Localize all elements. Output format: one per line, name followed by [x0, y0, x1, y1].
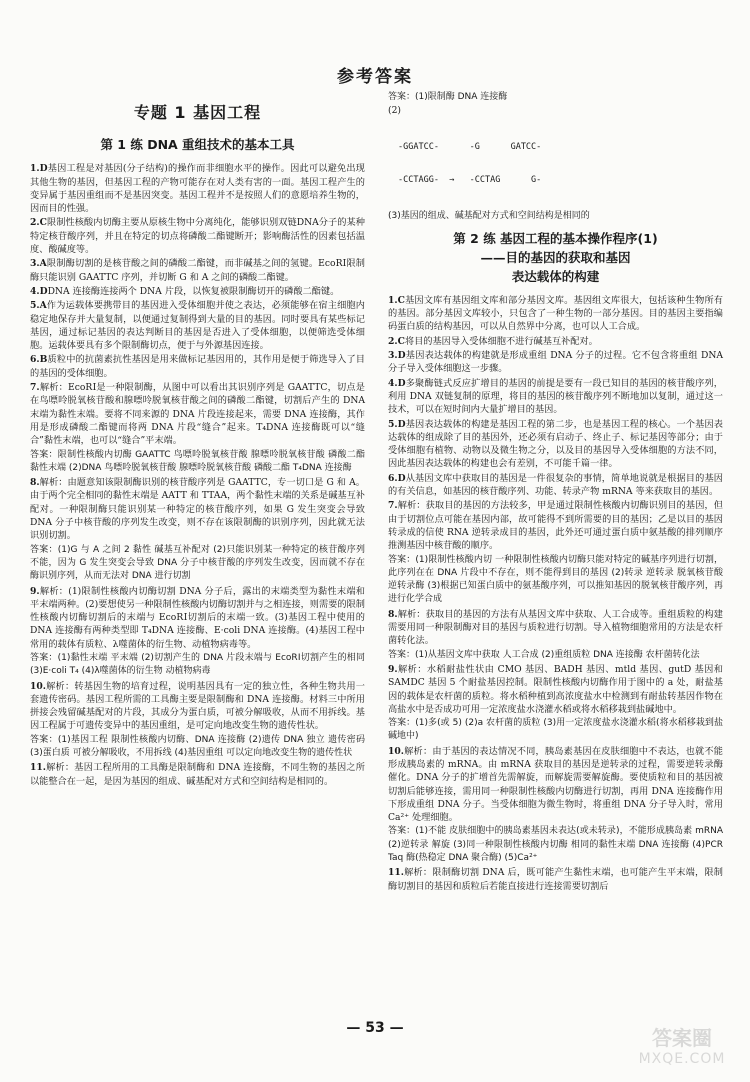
item-number: 7.	[388, 500, 398, 512]
item-text: 解析：获取目的基因的方法有从基因文库中获取、人工合成等。重组质粒的构建需要用同一种限制酶对目的基因与质粒进行切割。导入植物细胞常用的方法是农杆菌转化法。	[388, 608, 723, 647]
item-text: 基因文库有基因组文库和部分基因文库。基因组文库很大，包括该种生物所有的基因。部分基因文库较小，只包含了一种生物的一部分基因。目的基因主要指编码蛋白质的结构基因，可以从自然界中分离，也可以人工合成。	[388, 294, 723, 333]
question-item	[388, 499, 723, 552]
item-text: DNA 连接酶连接两个 DNA 片段，以恢复被限制酶切开的磷酸二酯键。	[47, 285, 340, 297]
answer-item	[388, 649, 723, 662]
item-text: 解析：限制酶切割 DNA 后，既可能产生黏性末端，也可能产生平末端，限制酶切割目的基因和质粒后若能直接进行连接需要切割后	[388, 867, 723, 892]
item-text: 答案：(1)基因工程 限制性核酸内切酶、DNA 连接酶 (2)遗传 DNA 独立 遗传密码 (3)蛋白质 可被分解吸收，不用拆线 (4)基因重组 可以定向地改变生物的遗传性状	[30, 734, 365, 759]
watermark-text: 答案圈	[652, 1026, 712, 1050]
item-number: 10.	[30, 680, 46, 692]
answer-item	[388, 554, 723, 607]
lesson1-title: 第 1 练 DNA 重组技术的基本工具	[100, 137, 295, 153]
lesson2-title	[388, 229, 723, 286]
item-number: 5.D	[388, 418, 406, 430]
item-number: 3.A	[30, 258, 47, 270]
question-item	[30, 585, 365, 651]
question-item	[388, 608, 723, 648]
topic-heading: 专题 1 基因工程	[133, 103, 262, 122]
watermark-url: MXQE.COM	[638, 1051, 726, 1067]
answer-item	[30, 652, 365, 679]
question-item	[30, 299, 365, 352]
item-number: 11.	[388, 867, 404, 879]
item-text: 答案：(1)从基因文库中获取 人工合成 (2)重组质粒 DNA 连接酶 农杆菌转化法	[388, 649, 700, 660]
page-title: 参考答案	[337, 67, 413, 87]
item-number: 8.	[388, 608, 398, 620]
item-number: 2.C	[30, 217, 47, 229]
question-item	[30, 257, 365, 284]
item-number: 6.D	[388, 472, 406, 484]
question-item	[388, 335, 723, 348]
question-item	[388, 866, 723, 893]
diagram-label: (2)	[388, 105, 402, 117]
question-item	[30, 381, 365, 447]
item-text: 基因表达载体的构建就是形成重组 DNA 分子的过程。它不包含将重组 DNA 分子导入受体细胞这一步骤。	[388, 350, 723, 375]
lesson2-title-line: ——目的基因的获取和基因	[480, 249, 631, 265]
diagram-line: -CCTAGG- → -CCTAG G-	[398, 174, 542, 185]
item-number: 10.	[388, 745, 404, 757]
question-item	[30, 353, 365, 380]
answer-line: 答案：(1)限制酶 DNA 连接酶	[388, 92, 508, 102]
question-item	[388, 349, 723, 376]
item-text: 解析：(1)限制性核酸内切酶切割 DNA 分子后，露出的末端类型为黏性末端和平末端两种。(2)要想使另一种限制性核酸内切酶切割并与之相连接，则需要的限制性核酸内切酶切割后的末端与 EcoRⅠ切割后的末端一致。(3)基因工程中使用的 DNA 连接酶有两种类型即 T₄DNA 连接酶、E·coli DNA 连接酶。(4)基因工程中常用的载体有质粒、λ噬菌体的衍生物、动植物病毒等。	[30, 585, 365, 650]
item-text: 从基因文库中获取目的基因是一件很复杂的事情，简单地说就是根据目的基因的有关信息，如基因的核苷酸序列、功能、转录产物 mRNA 等来获取目的基因。	[388, 472, 723, 498]
question-item	[388, 418, 723, 471]
item-number: 1.C	[388, 294, 405, 306]
item-text: 答案：限制性核酸内切酶 GAATTC 鸟嘌呤脱氧核苷酸 腺嘌呤脱氧核苷酸 磷酸二酯 黏性末端 (2)DNA 鸟嘌呤脱氧核苷酸 腺嘌呤脱氧核苷酸 磷酸二酯 T₄DNA 连接酶	[30, 449, 365, 473]
question-item	[388, 472, 723, 499]
item-number: 3.D	[388, 350, 406, 362]
question-item	[388, 745, 723, 825]
item-text: 解析：基因工程所用的工具酶是限制酶和 DNA 连接酶，不同生物的基因之所以能整合在一起，是因为基因的组成、碱基配对方式和空间结构是相同的。	[30, 762, 365, 787]
item-text: 限制性核酸内切酶主要从原核生物中分离纯化，能够识别双链DNA分子的某种特定核苷酸序列，并且在特定的切点将磷酸二酯键断开；影响酶活性的因素包括温度、酸碱度等。	[30, 217, 365, 256]
diagram-line: -GGATCC- -G GATCC-	[398, 141, 542, 152]
item-number: 9.	[388, 663, 398, 675]
item-text: 解析：转基因生物的培育过程，说明基因具有一定的独立性，各种生物共用一套遗传密码。基因工程所需的工具酶主要是限制酶和 DNA 连接酶。材料三中所用拼接会残留碱基配对的片段，其成分为蛋白质，可被分解吸收，从而不用拆线。基因工程属于可遗传变异中的基因重组，是可定向地改变生物的遗传性状。	[30, 680, 365, 732]
item-number: 6.B	[30, 354, 48, 366]
item-text: 解析：水稻耐盐性状由 CMO 基因、BADH 基因、mtld 基因、gutD 基因和 SAMDC 基因 5 个耐盐基因控制。限制性核酸内切酶作用于图中的 a 处，耐盐基因的载体是农杆菌的质粒。将水稻种植到高浓度盐水中检测到有耐盐转基因作物在高盐水中是否成功可用一定浓度盐水浇灌水稻或将水稻移栽到盐碱地中。	[388, 663, 723, 715]
lesson2-title-line: 第 2 练 基因工程的基本操作程序(1)	[453, 230, 658, 246]
item-text: 作为运载体要携带目的基因进入受体细胞并使之表达，必须能够在宿主细胞内稳定地保存并大量复制，以便通过复制得到大量的目的基因。同时要具有某些标记基因，通过标记基因的表达判断目的基因是否进入了受体细胞，以便筛选受体细胞。运载体要具有多个限制酶切点，便于与外源基因连接。	[30, 300, 365, 352]
item-text: 基因工程是对基因(分子结构)的操作而非细胞水平的操作。因此可以避免出现其他生物的基因，但基因工程的产物可能存在对人类有害的一面。基因工程产生的变异属于基因重组而不是基因突变。基因工程并不是按照人们的意愿培养生物的，因而目的性强。	[30, 163, 365, 215]
item-number: 8.	[30, 477, 40, 489]
answer-item	[30, 449, 365, 476]
item-text: 答案：(1)多(或 5) (2)a 农杆菌的质粒 (3)用一定浓度盐水浇灌水稻(将水稻移栽到盐碱地中)	[388, 718, 723, 742]
watermark-logo	[622, 1022, 742, 1074]
question-item	[30, 761, 365, 788]
item-number: 4.D	[388, 377, 406, 389]
question-item	[30, 162, 365, 215]
item-text: 解析：EcoRⅠ是一种限制酶，从图中可以看出其识别序列是 GAATTC，切点是在鸟嘌呤脱氧核苷酸和腺嘌呤脱氧核苷酸之间的磷酸二酯键，切割后产生的 DNA 末端为黏性末端。要将不同来源的 DNA 片段连接起来，需要 DNA 连接酶，其作用是形成磷酸二酯键而将两 DNA 片段“缝合”起来。T₄DNA 连接酶既可以“缝合”黏性末端，也可以“缝合”平末端。	[30, 382, 365, 447]
item-text: 解析：由于基因的表达情况不同，胰岛素基因在皮肤细胞中不表达，也就不能形成胰岛素的 mRNA。由 mRNA 获取目的基因是逆转录的过程，需要逆转录酶催化。DNA 分子的扩增首先需解旋，而解旋需要解旋酶。要使质粒和目的基因被切割后能够连接，需用同一种限制性核酸内切酶进行切割，再用 DNA 连接酶作用下形成重组 DNA 分子。当受体细胞为微生物时，将重组 DNA 分子导入时，常用 Ca²⁺ 处理细胞。	[388, 745, 723, 824]
answer-item	[388, 717, 723, 744]
item-text: 将目的基因导入受体细胞不进行碱基互补配对。	[404, 335, 598, 347]
question-item	[388, 663, 723, 716]
answer-item	[30, 544, 365, 584]
lesson2-title-line: 表达载体的构建	[511, 268, 600, 284]
question-item	[30, 216, 365, 256]
item-number: 9.	[30, 585, 40, 597]
item-text: 质粒中的抗菌素抗性基因是用来做标记基因用的，其作用是便于筛选导入了目的基因的受体细胞。	[30, 354, 365, 379]
question-item	[388, 294, 723, 334]
item-text: 答案：(1)黏性末端 平末端 (2)切割产生的 DNA 片段末端与 EcoRⅠ切割产生的相同 (3)E·coli T₄ (4)λ噬菌体的衍生物 动植物病毒	[30, 652, 365, 677]
item-text: 解析：获取目的基因的方法较多，甲是通过限制性核酸内切酶识别目的基因，但由于切割位点可能在基因内部，故可能得不到所需要的目的基因；乙是以目的基因转录成的信使 RNA 逆转录成目的基因，此外还可通过蛋白质中氨基酸的排列顺序推测基因中核苷酸的顺序。	[388, 500, 723, 552]
answer-item	[388, 825, 723, 865]
item-text: 多聚酶链式反应扩增目的基因的前提是要有一段已知目的基因的核苷酸序列，利用 DNA 双链复制的原理，将目的基因的核苷酸序列不断地加以复制，通过这一技术，可以在短时间内大量扩增目的基因。	[388, 377, 723, 416]
question-item	[30, 680, 365, 733]
item-text: 基因表达载体的构建是基因工程的第二步，也是基因工程的核心。一个基因表达载体的组成除了目的基因外，还必须有启动子、终止子、标记基因等部分；由于受体细胞有植物、动物以及微生物之分，以及目的基因导入受体细胞的方法不同，因此基因表达载体的构建也会有差别，不可能千篇一律。	[388, 418, 723, 470]
item-text: 答案：(1)G 与 A 之间 2 黏性 碱基互补配对 (2)只能识别某一种特定的核苷酸序列 不能，因为 G 发生突变会导致 DNA 分子中核苷酸的序列发生改变，因而就不存在酶识别序列，从而无法对 DNA 进行切割	[30, 544, 365, 582]
right-column	[388, 91, 723, 894]
question-item	[388, 377, 723, 417]
question-item	[30, 285, 365, 298]
left-column	[30, 102, 365, 789]
dna-cut-diagram	[398, 120, 723, 208]
right-answer-list	[388, 294, 723, 893]
item-number: 5.A	[30, 300, 47, 312]
item-text: 解析：由题意知该限制酶识别的核苷酸序列是 GAATTC，专一切口是 G 和 A。由于两个完全相同的黏性末端是 AATT 和 TTAA，两个黏性末端的关系是碱基互补配对。一种限制酶只能识别某一种特定的核苷酸序列，如果 G 发生突变会导致 DNA 分子中核苷酸的序列发生改变，则不存在该限制酶的识别序列，因此就无法识别切割。	[30, 477, 365, 542]
item-text: 答案：(1)不能 皮肤细胞中的胰岛素基因未表达(或未转录)，不能形成胰岛素 mRNA (2)逆转录 解旋 (3)同一种限制性核酸内切酶 相同的黏性末端 DNA 连接酶 (4)PCR Taq 酶(热稳定 DNA 聚合酶) (5)Ca²⁺	[388, 826, 723, 864]
item-number: 4.D	[30, 285, 48, 297]
answer-line: (3)基因的组成、碱基配对方式和空间结构是相同的	[388, 210, 590, 221]
item-number: 2.C	[388, 335, 405, 347]
question-item	[30, 476, 365, 542]
page-number: — 53 —	[346, 1020, 404, 1036]
item-text: 答案：(1)限制性核酸内切 一种限制性核酸内切酶只能对特定的碱基序列进行切割，此序列在在 DNA 片段中不存在，则不能得到目的基因 (2)转录 逆转录 脱氧核苷酸 逆转录酶 (3)根据已知蛋白质中的氨基酸序列，可以推知基因的脱氧核苷酸序列，再进行化学合成	[388, 554, 723, 605]
item-number: 11.	[30, 762, 46, 774]
item-number: 7.	[30, 382, 40, 394]
item-number: 1.D	[30, 163, 48, 175]
item-text: 限制酶切割的是核苷酸之间的磷酸二酯键，而非碱基之间的氢键。EcoRⅠ限制酶只能识别 GAATTC 序列，并切断 G 和 A 之间的磷酸二酯键。	[30, 258, 365, 283]
answer-item	[30, 734, 365, 761]
left-answer-list	[30, 162, 365, 788]
